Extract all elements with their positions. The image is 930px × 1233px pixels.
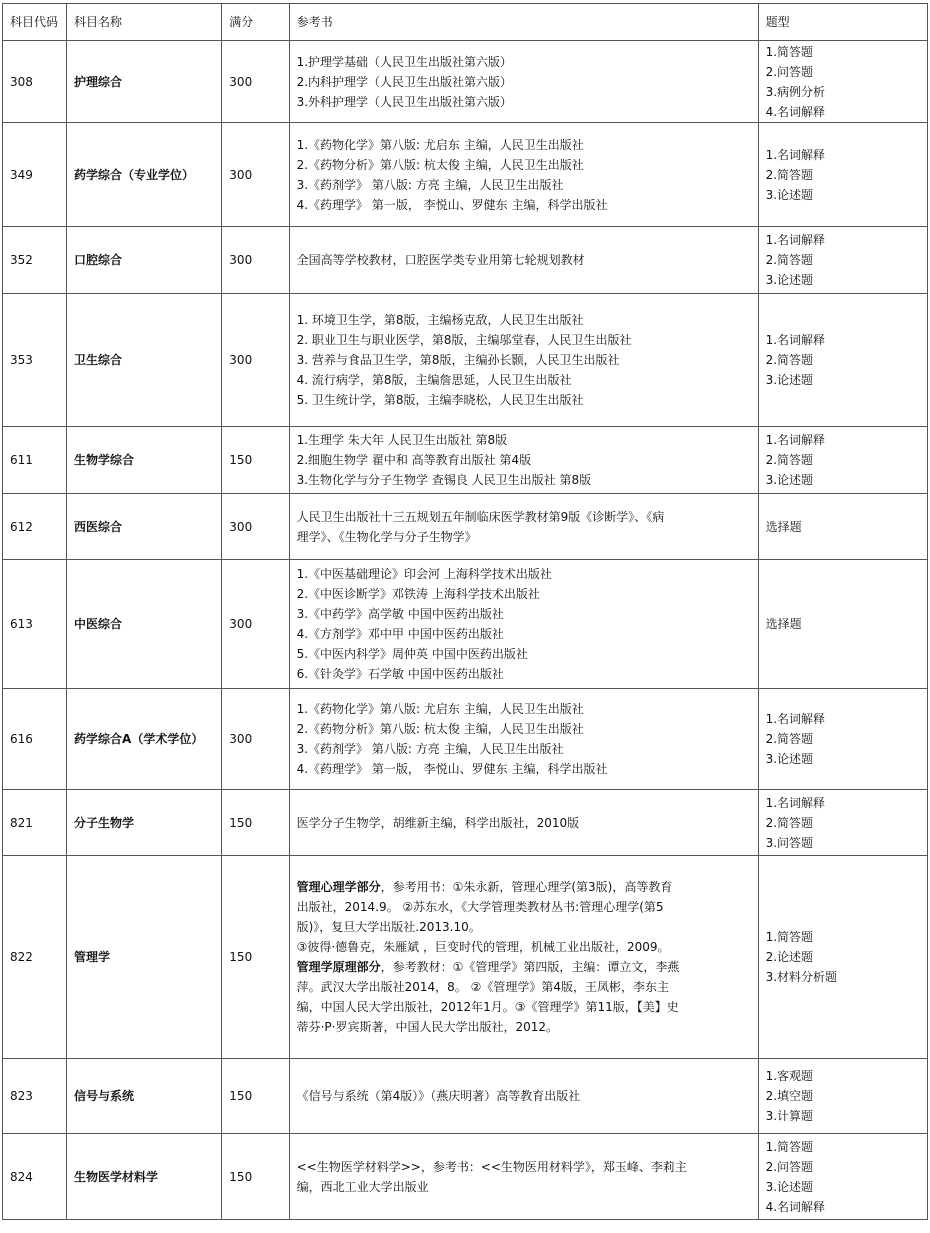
question-types [758, 41, 927, 123]
subject-code: 823 [3, 1059, 67, 1134]
book-line: 全国高等学校教材，口腔医学类专业用第七轮规划教材 [296, 253, 585, 267]
question-type: 2.问答题 [765, 1159, 814, 1174]
book-line: 《信号与系统（第4版）》（燕庆明著）高等教育出版社 [296, 1089, 581, 1103]
subject-score: 150 [222, 427, 289, 494]
book-line: 2.《药物分析》第八版: 杭太俊 主编，人民卫生出版社 [296, 157, 584, 172]
question-types [758, 1134, 927, 1220]
book-line: 2.内科护理学（人民卫生出版社第六版） [296, 74, 513, 89]
book-text: 蒂芬·P·罗宾斯著，中国人民大学出版社，2012。 [296, 1020, 558, 1034]
subject-name: 管理学 [67, 856, 222, 1059]
reference-books [289, 227, 758, 294]
question-type: 3.问答题 [765, 835, 814, 850]
book-text: 版)》，复旦大学出版社.2013.10。 [296, 920, 481, 934]
subject-score: 300 [222, 123, 289, 227]
question-type: 1.简答题 [765, 1139, 814, 1154]
question-type: 2.简答题 [765, 167, 814, 182]
book-line: 理学》、《生物化学与分子生物学》 [296, 529, 477, 544]
question-type: 4.名词解释 [765, 104, 826, 119]
subject-code: 824 [3, 1134, 67, 1220]
book-line: 2.细胞生物学 翟中和 高等教育出版社 第4版 [296, 453, 532, 467]
subject-code: 821 [3, 790, 67, 856]
subject-code: 352 [3, 227, 67, 294]
question-types [758, 294, 927, 427]
question-type: 2.简答题 [765, 815, 814, 830]
book-line [297, 897, 751, 917]
book-line [297, 1017, 751, 1037]
book-line: 4.《药理学》 第一版， 李悦山、罗健东 主编，科学出版社 [296, 197, 608, 212]
book-line: 4. 流行病学，第8版，主编詹思延，人民卫生出版社 [296, 373, 572, 387]
subject-name: 卫生综合 [67, 294, 222, 427]
subject-name: 信号与系统 [67, 1059, 222, 1134]
book-line: 人民卫生出版社十三五规划五年制临床医学教材第9版《诊断学》、《病 [296, 509, 665, 524]
subject-score: 150 [222, 1134, 289, 1220]
question-type: 4.名词解释 [765, 1199, 826, 1214]
subject-code: 353 [3, 294, 67, 427]
header-score: 满分 [222, 4, 289, 41]
header-row [3, 4, 928, 41]
reference-books [289, 560, 758, 689]
question-type: 1.名词解释 [765, 795, 826, 810]
question-type: 3.论述题 [765, 187, 814, 202]
book-line: 3.《药剂学》 第八版: 方亮 主编，人民卫生出版社 [296, 742, 564, 756]
question-type: 1.名词解释 [765, 333, 826, 347]
reference-books [289, 790, 758, 856]
book-line: 3.外科护理学（人民卫生出版社第六版） [296, 94, 513, 109]
reference-books [289, 689, 758, 790]
subject-code: 613 [3, 560, 67, 689]
book-line: 3.《中药学》高学敏 中国中医药出版社 [296, 607, 504, 621]
book-line: 编，西北工业大学出版业 [296, 1179, 429, 1194]
subject-code: 616 [3, 689, 67, 790]
header-types: 题型 [758, 4, 927, 41]
book-line: 1.生理学 朱大年 人民卫生出版社 第8版 [296, 433, 508, 447]
subject-name: 中医综合 [67, 560, 222, 689]
subject-name: 药学综合A（学术学位） [67, 689, 222, 790]
book-line: 2.《药物分析》第八版: 杭太俊 主编，人民卫生出版社 [296, 722, 584, 736]
table-row [3, 856, 928, 1059]
book-line [297, 957, 751, 977]
table-row [3, 1134, 928, 1220]
subject-name: 生物学综合 [67, 427, 222, 494]
book-line: 6.《针灸学》石学敏 中国中医药出版社 [296, 667, 504, 681]
book-line: 5. 卫生统计学，第8版，主编李晓松，人民卫生出版社 [296, 393, 584, 407]
subject-score: 300 [222, 294, 289, 427]
subject-name: 西医综合 [67, 494, 222, 560]
table-row [3, 689, 928, 790]
subject-score: 300 [222, 494, 289, 560]
reference-books [289, 1059, 758, 1134]
book-line: 1.《药物化学》第八版: 尤启东 主编，人民卫生出版社 [296, 137, 584, 152]
question-type: 2.填空题 [765, 1089, 814, 1103]
question-type: 3.论述题 [765, 473, 814, 487]
subject-name: 护理综合 [67, 41, 222, 123]
book-line: 1.护理学基础（人民卫生出版社第六版） [296, 54, 513, 69]
question-type: 2.简答题 [765, 453, 814, 467]
table-row [3, 427, 928, 494]
question-type: 2.简答题 [765, 253, 814, 267]
question-types [758, 427, 927, 494]
question-type: 2.问答题 [765, 64, 814, 79]
question-type: 1.名词解释 [765, 433, 826, 447]
book-text: ③彼得·德鲁克，朱雁斌 ，巨变时代的管理，机械工业出版社，2009。 [296, 940, 670, 954]
reference-books [289, 494, 758, 560]
section-label: 管理心理学部分 [296, 880, 381, 894]
subject-score: 150 [222, 1059, 289, 1134]
table-row [3, 1059, 928, 1134]
question-type: 1.简答题 [765, 44, 814, 59]
question-type: 1.客观题 [765, 1069, 814, 1083]
question-type: 3.病例分析 [765, 84, 826, 99]
subject-name: 药学综合（专业学位） [67, 123, 222, 227]
book-text: 编，中国人民大学出版社，2012年1月。③《管理学》第11版，【美】史 [296, 1000, 679, 1014]
book-line: 4.《药理学》 第一版， 李悦山、罗健东 主编，科学出版社 [296, 762, 608, 776]
subject-name: 分子生物学 [67, 790, 222, 856]
question-types [758, 227, 927, 294]
book-line: 1. 环境卫生学，第8版，主编杨克敌，人民卫生出版社 [296, 313, 584, 327]
reference-books [289, 294, 758, 427]
question-types [758, 123, 927, 227]
question-type: 1.简答题 [765, 930, 814, 944]
reference-books [289, 41, 758, 123]
question-types [758, 494, 927, 560]
subject-code: 308 [3, 41, 67, 123]
reference-books [289, 123, 758, 227]
question-type: 3.材料分析题 [765, 970, 838, 984]
question-type: 1.名词解释 [765, 712, 826, 726]
question-types [758, 856, 927, 1059]
table-row [3, 41, 928, 123]
subject-score: 150 [222, 856, 289, 1059]
question-type: 3.计算题 [765, 1109, 814, 1123]
question-types [758, 1059, 927, 1134]
book-text: 萍。武汉大学出版社2014，8。 ②《管理学》第4版，王凤彬，李东主 [296, 980, 669, 994]
question-type: 3.论述题 [765, 273, 814, 287]
question-type: 2.简答题 [765, 353, 814, 367]
book-line [297, 917, 751, 937]
subject-code: 612 [3, 494, 67, 560]
book-line: 1.《药物化学》第八版: 尤启东 主编，人民卫生出版社 [296, 702, 584, 716]
reference-books [289, 856, 758, 1059]
subject-score: 300 [222, 41, 289, 123]
book-line: 2. 职业卫生与职业医学，第8版，主编邬堂春，人民卫生出版社 [296, 333, 632, 347]
header-code: 科目代码 [3, 4, 67, 41]
book-line [297, 997, 751, 1017]
question-type: 2.简答题 [765, 732, 814, 746]
table-row [3, 227, 928, 294]
question-type: 3.论述题 [765, 752, 814, 766]
book-line: 医学分子生物学，胡维新主编，科学出版社，2010版 [296, 815, 580, 830]
question-type: 选择题 [765, 617, 802, 631]
question-type: 3.论述题 [765, 1179, 814, 1194]
table-row [3, 294, 928, 427]
book-line: 3. 营养与食品卫生学，第8版，主编孙长颢，人民卫生出版社 [296, 353, 620, 367]
question-type: 选择题 [765, 519, 802, 534]
book-line: <<生物医学材料学>>，参考书：<<生物医用材料学》，郑玉峰、李莉主 [296, 1159, 687, 1174]
book-line [297, 937, 751, 957]
section-label: 管理学原理部分 [296, 960, 381, 974]
question-types [758, 689, 927, 790]
question-type: 3.论述题 [765, 373, 814, 387]
question-types [758, 790, 927, 856]
book-line: 4.《方剂学》邓中甲 中国中医药出版社 [296, 627, 504, 641]
subject-score: 300 [222, 689, 289, 790]
subject-score: 150 [222, 790, 289, 856]
subject-name: 生物医学材料学 [67, 1134, 222, 1220]
subject-score: 300 [222, 227, 289, 294]
table-row [3, 494, 928, 560]
subject-code: 822 [3, 856, 67, 1059]
subject-code: 349 [3, 123, 67, 227]
subject-score: 300 [222, 560, 289, 689]
header-name: 科目名称 [67, 4, 222, 41]
book-line: 1.《中医基础理论》印会河 上海科学技术出版社 [296, 567, 552, 581]
book-line: 5.《中医内科学》周仲英 中国中医药出版社 [296, 647, 528, 661]
table-row [3, 790, 928, 856]
question-type: 2.论述题 [765, 950, 814, 964]
book-line: 3.生物化学与分子生物学 查锡良 人民卫生出版社 第8版 [296, 473, 592, 487]
subject-code: 611 [3, 427, 67, 494]
table-row [3, 560, 928, 689]
book-text: ，参考用书：①朱永新，管理心理学(第3版)，高等教育 [380, 880, 673, 894]
header-books: 参考书 [289, 4, 758, 41]
book-line: 2.《中医诊断学》邓铁涛 上海科学技术出版社 [296, 587, 540, 601]
book-line [297, 977, 751, 997]
book-text: ，参考教材：①《管理学》第四版，主编：谭立文，李燕 [380, 960, 680, 974]
reference-books [289, 1134, 758, 1220]
subject-name: 口腔综合 [67, 227, 222, 294]
question-types [758, 560, 927, 689]
book-text: 出版社，2014.9。 ②苏东水，《大学管理类教材丛书:管理心理学(第5 [296, 900, 664, 914]
subjects-table [2, 3, 928, 1220]
table-row [3, 123, 928, 227]
question-type: 1.名词解释 [765, 233, 826, 247]
book-line [297, 877, 751, 897]
reference-books [289, 427, 758, 494]
question-type: 1.名词解释 [765, 147, 826, 162]
book-line: 3.《药剂学》 第八版: 方亮 主编，人民卫生出版社 [296, 177, 564, 192]
